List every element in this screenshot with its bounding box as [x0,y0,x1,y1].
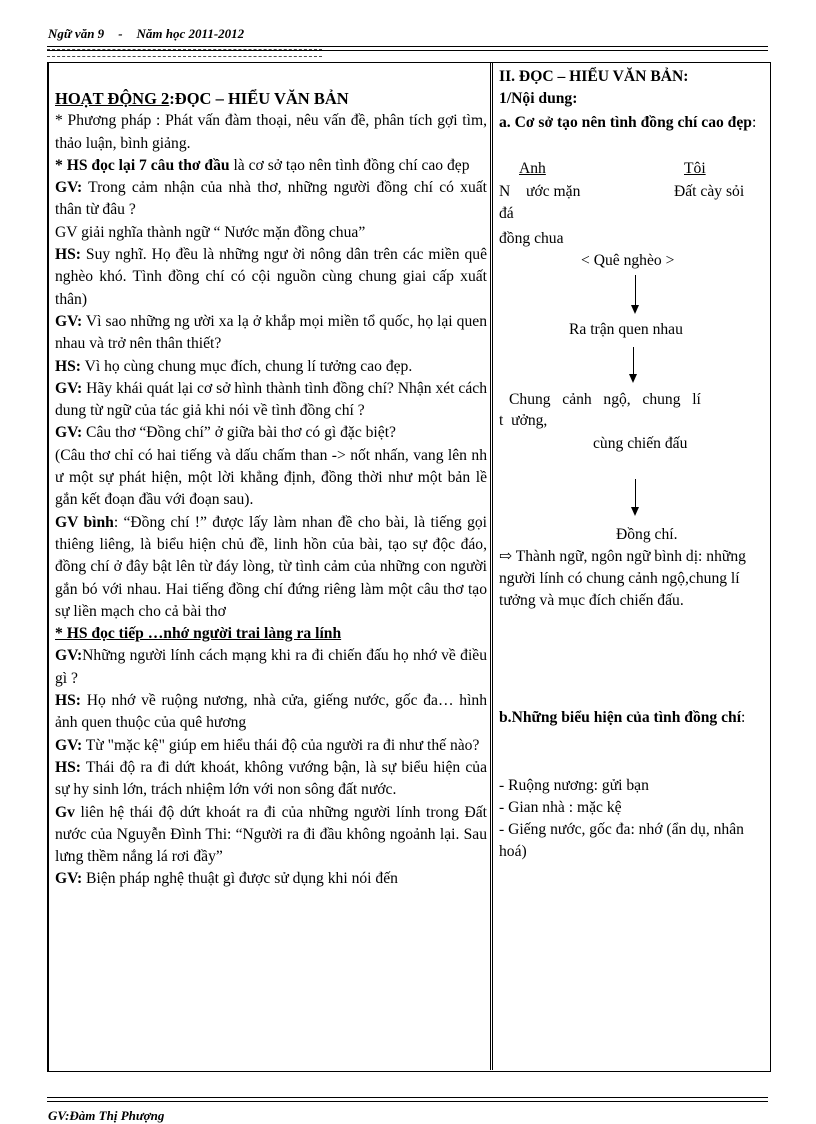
method-text: * Phương pháp : Phát vấn đàm thoại, nêu vấn đề, phân tích gợi tìm, thảo luận, bình giảng. [55,112,487,152]
subsection-b-title: b.Những biểu hiện của tình đồng chí [499,709,742,726]
list-item: - Gian nhà : mặc kệ [499,799,622,816]
list-item: - Ruộng nương: gửi bạn [499,777,649,794]
gv-reference [55,802,487,869]
text-dat-cay: Đất cày sỏi [674,183,745,200]
label-toi: Tôi [684,160,706,177]
summary-body: Thành ngữ, ngôn ngữ bình dị: những người lính có chung cảnh ngộ,chung lí tưởng và mục đích chiến đấu. [499,548,746,609]
gv-question-3 [55,378,487,423]
gv-label: GV: [55,312,83,330]
page-header [48,26,244,42]
gv-question-8 [55,868,487,890]
hs-answer-3 [55,690,487,735]
hs-answer-1 [55,244,487,311]
hs-answer-4 [55,757,487,802]
text-dong-chi: Đồng chí. [616,526,678,543]
gv-question-1 [55,177,487,222]
hs-read-instruction [55,155,487,177]
question-text: Biện pháp nghệ thuật gì được sử dụng khi nói đến [82,870,398,888]
footer-teacher: GV:Đàm Thị Phượng [48,1108,165,1123]
gv-label: GV: [55,870,83,888]
activity-title: :ĐỌC – HIỂU VĂN BẢN [169,89,349,108]
answer-text: Vì họ cùng chung mục đích, chung lí tưởng cao đẹp. [81,357,413,375]
gv-question-2 [55,311,487,356]
hs-label: HS: [55,692,81,710]
subsection-b-colon: : [741,709,746,726]
text-da: đá [499,205,514,222]
down-arrow-icon [633,347,634,381]
right-column [499,66,763,135]
gv-explain: GV giải nghĩa thành ngữ “ Nước mặn đồng chua” [55,223,366,241]
subsection-a-colon: : [751,113,757,131]
content-heading: 1/Nội dung: [499,90,578,108]
text-ra-tran: Ra trận quen nhau [569,321,683,338]
expression-list [499,775,763,863]
right-arrow-icon: ⇨ [499,548,513,565]
answer-text: Thái độ ra đi dứt khoát, không vướng bận, là sự biểu hiện của sự hy sinh lớn, trách nhiệm lớn với non sông đất nước. [55,758,487,799]
gv-label: GV: [55,424,83,442]
hs-read-next: * HS đọc tiếp …nhớ người trai làng ra lính [55,625,342,643]
header-dash: - [118,26,123,41]
subject-label: Ngữ văn 9 [48,26,105,41]
section-heading: II. ĐỌC – HIỂU VĂN BẢN: [499,68,689,85]
hs-label: HS: [55,246,81,264]
text-que-ngheo: < Quê nghèo > [581,252,675,269]
gv-label: GV: [55,736,83,754]
question-text: Vì sao những ng ười xa lạ ở khắp mọi miền tổ quốc, họ lại quen nhau và trở nên thân thiết? [55,312,487,353]
header-dashed-rule [47,49,322,57]
answer-text: Họ nhớ về ruộng nương, nhà cửa, giếng nước, gốc đa… hình ảnh quen thuộc của quê hương [55,692,487,732]
gv-question-6 [55,735,487,757]
gv-label: GV: [55,179,83,197]
answer-text: Suy nghĩ. Họ đều là những ngư ời nông dân trên các miền quê nghèo khó. Tình đồng chí có cội nguồn cùng chung giai cấp xuất thân) [55,246,487,308]
gv-label: GV: [55,647,83,665]
hs-answer-2 [55,356,487,378]
reference-text: liên hệ thái độ dứt khoát ra đi của những người lính trong Đất nước của Nguyễn Đình Thi: “Người ra đi đầu không ngoảnh lại. Sau lưng thềm nắng lá rơi đầy” [55,803,487,866]
question-text: Trong cảm nhận của nhà thơ, những người đồng chí có xuất thân từ đâu ? [55,179,487,219]
gv-label: Gv [55,803,75,821]
gv-question-5 [55,645,487,690]
activity-heading [55,88,487,110]
column-divider [490,62,493,1070]
question-text: Hãy khái quát lại cơ sở hình thành tình đồng chí? Nhận xét cách dung từ ngữ của tác giả khi nói về tình đồng chí ? [55,379,487,420]
hs-read-bold: * HS đọc lại 7 câu thơ đầu [55,156,230,174]
subsection-a-title: a. Cơ sở tạo nên tình đồng chí cao đẹp [499,113,752,131]
letter-n: N [499,183,511,200]
text-nuoc-man: ước mặn [526,183,581,200]
list-item: - Giếng nước, gốc đa: nhớ (ẩn dụ, nhân hoá) [499,821,744,860]
question-text: Những người lính cách mạng khi ra đi chiến đấu họ nhớ về điều gì ? [55,647,487,687]
text-dong-chua: đồng chua [499,230,564,247]
hs-read-rest: là cơ sở tạo nên tình đồng chí cao đẹp [229,156,470,174]
hs-label: HS: [55,758,81,776]
gv-binh-label: GV bình [55,513,114,531]
answer-note: (Câu thơ chỉ có hai tiếng và dấu chấm than -> nốt nhấn, vang lên nh ư một sự phát hiện, một lời khẳng định, đồng thời như một bản lề gắn kết đoạn đầu với đoạn sau). [55,446,487,509]
school-year: Năm học 2011-2012 [136,26,245,41]
label-anh: Anh [519,160,546,177]
gv-question-4 [55,422,487,444]
down-arrow-icon [635,275,636,312]
subsection-b [499,706,763,729]
commentary-text: : “Đồng chí !” được lấy làm nhan đề cho bài, là tiếng gọi thiêng liêng, là biểu hiện chủ đề, linh hồn của bài, tạo sự độc đáo, đồng chí ở đây bật lên từ đáy lòng, từ tình cảm của những con người gắn bó với nhau. Hai tiếng đồng chí đứng riêng làm một câu thơ tạo sự liền mạch cho cả bài thơ [55,513,487,620]
summary-text [499,546,761,612]
activity-number: HOẠT ĐỘNG 2 [55,89,170,108]
footer-rule [47,1097,768,1102]
left-column [55,88,487,891]
subsection-a [499,111,763,135]
text-chung-canh-ngo: Chung cảnh ngộ, chung lí [509,391,701,408]
text-cung-chien-dau: cùng chiến đấu [593,435,688,452]
question-text: Từ "mặc kệ" giúp em hiểu thái độ của người ra đi như thế nào? [82,736,480,754]
text-t-uong: t ưởng, [499,412,548,429]
question-text: Câu thơ “Đồng chí” ở giữa bài thơ có gì đặc biệt? [82,424,396,442]
gv-commentary [55,512,487,623]
gv-label: GV: [55,379,83,397]
down-arrow-icon [635,479,636,514]
hs-label: HS: [55,357,81,375]
